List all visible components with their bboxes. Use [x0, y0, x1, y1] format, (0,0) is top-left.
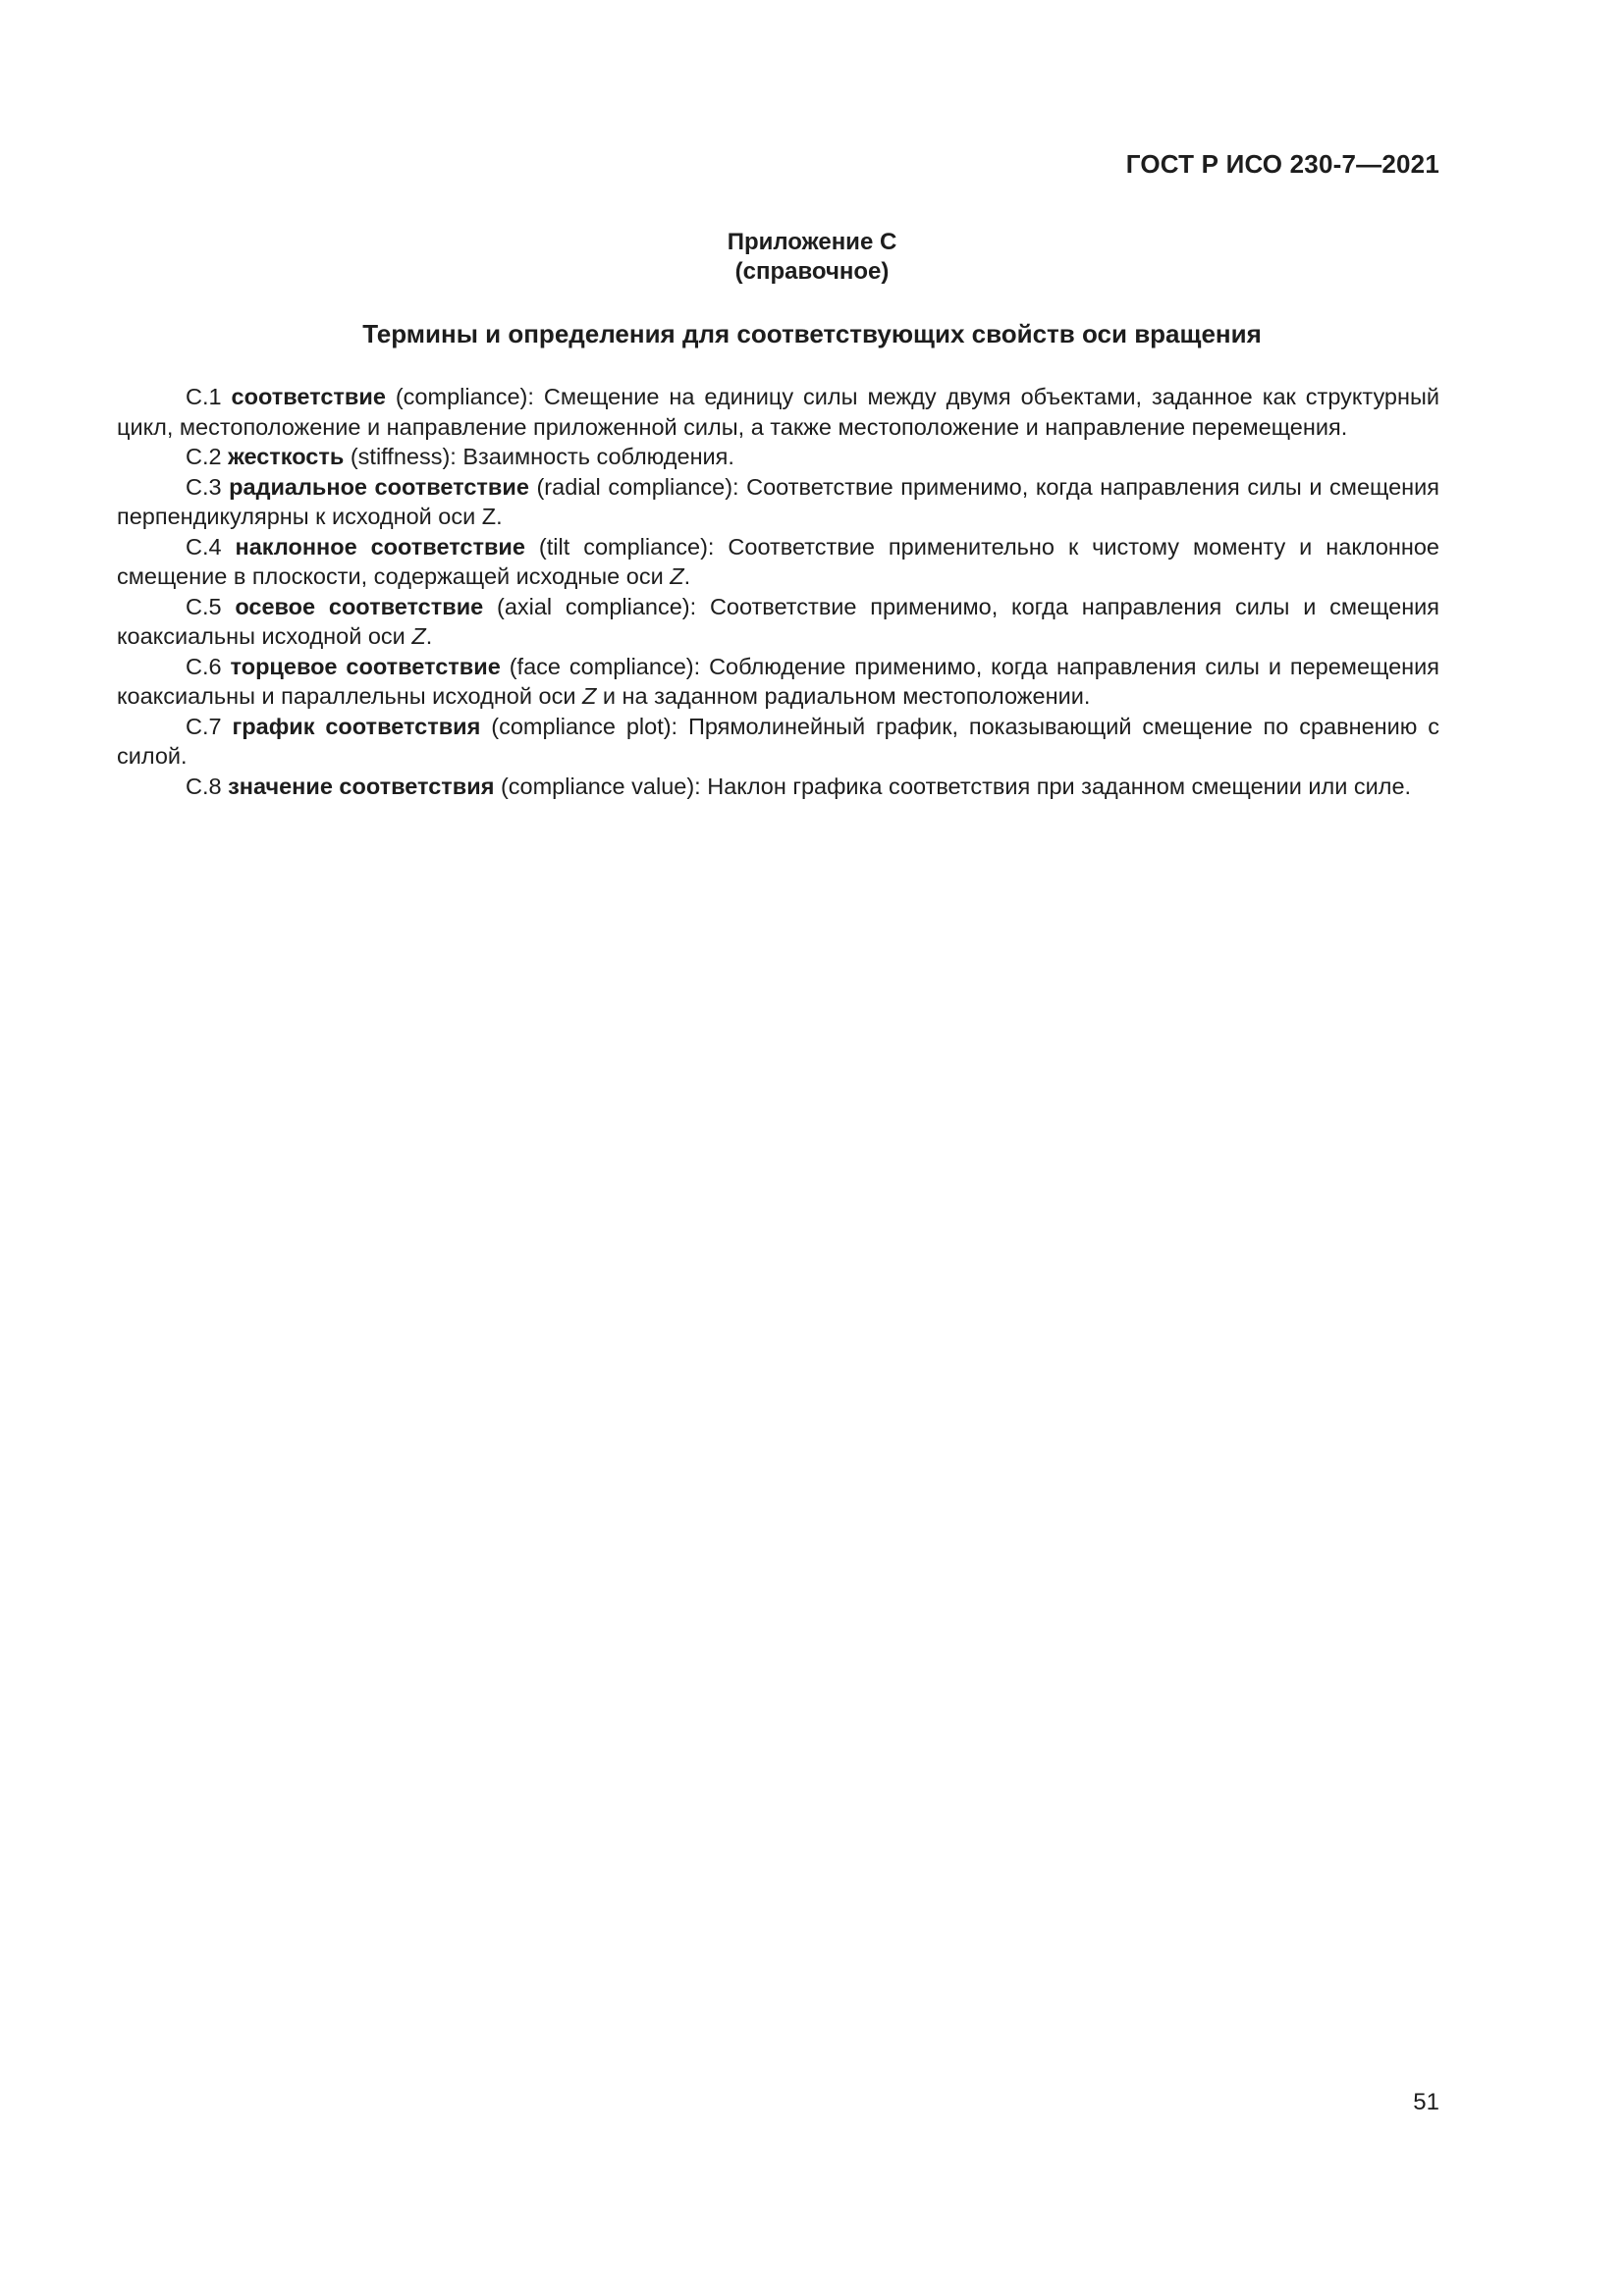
- entry-english-term: (radial compliance):: [536, 473, 739, 500]
- entry-term: наклонное соответствие: [235, 533, 525, 560]
- entry-definition: Наклон графика соответствия при заданном смещении или силе.: [707, 773, 1412, 799]
- appendix-heading: [0, 228, 1624, 287]
- entry-definition: Прямолинейный график, показывающий смещение по сравнению с силой.: [117, 713, 1440, 769]
- definition-entry: [117, 532, 1439, 592]
- definition-entry: [117, 712, 1439, 772]
- entry-definition-tail: .: [683, 563, 691, 589]
- entry-definition: Смещение на единицу силы между двумя объектами, заданное как структурный цикл, местоположение и направление приложенной силы, а также местоположение и направление перемещения.: [117, 384, 1439, 440]
- appendix-label: Приложение С: [727, 229, 897, 255]
- entry-number: С.1: [186, 384, 222, 409]
- definition-entry: [117, 592, 1439, 652]
- appendix-status: (справочное): [734, 258, 890, 285]
- entry-term: жесткость: [228, 444, 345, 469]
- entry-definition-tail: .: [425, 623, 433, 649]
- entry-english-term: (compliance value):: [500, 773, 701, 799]
- definition-entry: [117, 442, 1439, 472]
- entry-english-term: (compliance):: [395, 384, 534, 409]
- page-number: 51: [1413, 2089, 1439, 2115]
- entry-number: С.5: [186, 593, 222, 619]
- entry-term: значение соответствия: [228, 773, 495, 799]
- entry-english-term: (stiffness):: [350, 444, 457, 469]
- entry-number: С.2: [186, 444, 222, 469]
- definition-entry: [117, 382, 1439, 442]
- entry-definition: Соответствие применимо, когда направления силы и смещения перпендикулярны к исходной оси Z.: [117, 473, 1439, 529]
- document-code: ГОСТ Р ИСО 230-7—2021: [1125, 149, 1439, 179]
- entry-english-term: (tilt compliance):: [538, 533, 715, 560]
- entry-number: С.6: [186, 653, 222, 679]
- entry-number: С.3: [186, 473, 222, 500]
- entry-english-term: (face compliance):: [509, 653, 701, 679]
- entry-term: радиальное соответствие: [229, 473, 529, 500]
- entry-number: С.4: [186, 533, 222, 560]
- section-title: Термины и определения для соответствующих свойств оси вращения: [362, 319, 1262, 348]
- definition-entry: [117, 772, 1439, 802]
- entry-english-term: (axial compliance):: [497, 593, 697, 619]
- entry-number: С.7: [186, 713, 222, 739]
- entry-english-term: (compliance plot):: [491, 713, 678, 739]
- entry-definition: Соответствие применительно к чистому моменту и наклонное смещение в плоскости, содержащей исходные оси: [117, 533, 1439, 589]
- entry-term: торцевое соответствие: [230, 653, 501, 679]
- entry-term: график соответствия: [232, 713, 481, 739]
- entry-definition: Взаимность соблюдения.: [462, 444, 734, 469]
- definitions-list: [117, 382, 1439, 801]
- definition-entry: [117, 652, 1439, 712]
- axis-symbol: Z: [582, 683, 597, 709]
- entry-definition: Соблюдение применимо, когда направления силы и перемещения коаксиальны и параллельны исходной оси: [117, 653, 1440, 709]
- entry-term: соответствие: [231, 384, 386, 409]
- axis-symbol: Z: [670, 563, 684, 589]
- entry-definition-tail: и на заданном радиальном местоположении.: [602, 683, 1091, 709]
- entry-term: осевое соответствие: [235, 593, 484, 619]
- entry-number: С.8: [186, 773, 222, 799]
- axis-symbol: Z: [411, 623, 426, 649]
- definition-entry: [117, 472, 1439, 532]
- entry-definition: Соответствие применимо, когда направления силы и смещения коаксиальны исходной оси: [117, 593, 1440, 649]
